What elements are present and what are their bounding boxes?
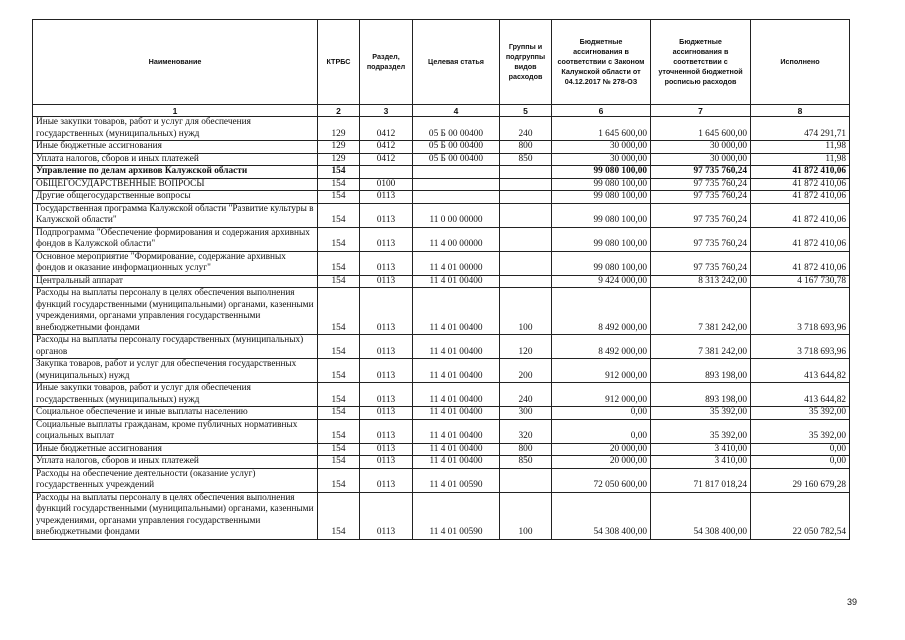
cell-name: Другие общегосударственные вопросы <box>33 191 318 204</box>
table-row <box>33 227 850 251</box>
cell-executed-amount: 35 392,00 <box>751 419 850 443</box>
cell-section: 0412 <box>360 141 413 154</box>
cell-group <box>500 178 552 191</box>
cell-law-amount: 54 308 400,00 <box>552 492 651 539</box>
cell-name: Расходы на выплаты персоналу в целях обеспечения выполнения функций государственными (муниципальными) органами, казенными учреждениями, органами управления государственными внебюджетными фондами <box>33 288 318 335</box>
cell-law-amount: 20 000,00 <box>552 456 651 469</box>
cell-revised-amount: 8 313 242,00 <box>651 275 751 288</box>
cell-group: 100 <box>500 492 552 539</box>
cell-executed-amount: 3 718 693,96 <box>751 335 850 359</box>
cell-target: 11 4 01 00000 <box>413 251 500 275</box>
header-row <box>33 20 850 105</box>
cell-section: 0113 <box>360 191 413 204</box>
cell-law-amount: 30 000,00 <box>552 153 651 166</box>
column-number-row <box>33 105 850 117</box>
header-name: Наименование <box>33 20 318 105</box>
header-group: Группы и подгруппы видов расходов <box>500 20 552 105</box>
cell-name: Иные закупки товаров, работ и услуг для обеспечения государственных (муниципальных) нужд <box>33 383 318 407</box>
cell-group <box>500 166 552 179</box>
table-row <box>33 492 850 539</box>
cell-target: 05 Б 00 00400 <box>413 141 500 154</box>
cell-ktrbs: 154 <box>318 288 360 335</box>
cell-law-amount: 99 080 100,00 <box>552 227 651 251</box>
cell-executed-amount: 41 872 410,06 <box>751 227 850 251</box>
cell-target: 11 4 01 00400 <box>413 359 500 383</box>
cell-section: 0113 <box>360 335 413 359</box>
cell-ktrbs: 129 <box>318 153 360 166</box>
cell-section: 0113 <box>360 383 413 407</box>
cell-revised-amount: 97 735 760,24 <box>651 251 751 275</box>
cell-revised-amount: 30 000,00 <box>651 141 751 154</box>
cell-group: 240 <box>500 117 552 141</box>
table-row <box>33 275 850 288</box>
cell-revised-amount: 3 410,00 <box>651 443 751 456</box>
column-number: 6 <box>552 105 651 117</box>
cell-revised-amount: 35 392,00 <box>651 407 751 420</box>
cell-group <box>500 468 552 492</box>
cell-target: 05 Б 00 00400 <box>413 117 500 141</box>
cell-executed-amount: 35 392,00 <box>751 407 850 420</box>
cell-group <box>500 191 552 204</box>
cell-executed-amount: 41 872 410,06 <box>751 251 850 275</box>
cell-name: Расходы на выплаты персоналу в целях обеспечения выполнения функций государственными (муниципальными) органами, казенными учреждениями, органами управления государственными внебюджетными фондами <box>33 492 318 539</box>
budget-table <box>32 19 850 540</box>
cell-section: 0113 <box>360 203 413 227</box>
cell-ktrbs: 154 <box>318 275 360 288</box>
cell-group: 850 <box>500 153 552 166</box>
table-row <box>33 203 850 227</box>
cell-revised-amount: 97 735 760,24 <box>651 166 751 179</box>
cell-target <box>413 166 500 179</box>
header-target: Целевая статья <box>413 20 500 105</box>
column-number: 8 <box>751 105 850 117</box>
cell-group: 850 <box>500 456 552 469</box>
cell-target: 11 4 01 00400 <box>413 335 500 359</box>
cell-section: 0113 <box>360 407 413 420</box>
cell-section: 0113 <box>360 359 413 383</box>
cell-target: 11 4 01 00400 <box>413 383 500 407</box>
table-row <box>33 191 850 204</box>
cell-revised-amount: 97 735 760,24 <box>651 227 751 251</box>
cell-section: 0113 <box>360 419 413 443</box>
table-row <box>33 166 850 179</box>
table-body <box>33 117 850 540</box>
table-row <box>33 153 850 166</box>
cell-revised-amount: 97 735 760,24 <box>651 203 751 227</box>
cell-section: 0113 <box>360 443 413 456</box>
cell-group <box>500 251 552 275</box>
table-row <box>33 419 850 443</box>
cell-revised-amount: 97 735 760,24 <box>651 178 751 191</box>
cell-revised-amount: 893 198,00 <box>651 383 751 407</box>
cell-executed-amount: 41 872 410,06 <box>751 178 850 191</box>
cell-target <box>413 191 500 204</box>
cell-target: 11 4 01 00400 <box>413 443 500 456</box>
table-row <box>33 456 850 469</box>
cell-target: 11 4 01 00400 <box>413 419 500 443</box>
cell-ktrbs: 154 <box>318 359 360 383</box>
cell-ktrbs: 154 <box>318 492 360 539</box>
cell-group: 200 <box>500 359 552 383</box>
cell-executed-amount: 3 718 693,96 <box>751 288 850 335</box>
cell-ktrbs: 154 <box>318 191 360 204</box>
page-number: 39 <box>847 597 858 607</box>
cell-section: 0113 <box>360 275 413 288</box>
cell-ktrbs: 154 <box>318 166 360 179</box>
cell-law-amount: 0,00 <box>552 419 651 443</box>
cell-executed-amount: 4 167 730,78 <box>751 275 850 288</box>
table-row <box>33 407 850 420</box>
table-row <box>33 443 850 456</box>
cell-section: 0113 <box>360 468 413 492</box>
cell-name: ОБЩЕГОСУДАРСТВЕННЫЕ ВОПРОСЫ <box>33 178 318 191</box>
cell-executed-amount: 41 872 410,06 <box>751 203 850 227</box>
cell-target: 11 4 01 00590 <box>413 492 500 539</box>
header-executed: Исполнено <box>751 20 850 105</box>
column-number: 2 <box>318 105 360 117</box>
cell-target: 11 0 00 00000 <box>413 203 500 227</box>
table-row <box>33 288 850 335</box>
cell-group <box>500 275 552 288</box>
cell-law-amount: 8 492 000,00 <box>552 288 651 335</box>
cell-name: Закупка товаров, работ и услуг для обеспечения государственных (муниципальных) нужд <box>33 359 318 383</box>
cell-name: Социальное обеспечение и иные выплаты населению <box>33 407 318 420</box>
cell-revised-amount: 7 381 242,00 <box>651 288 751 335</box>
cell-executed-amount: 11,98 <box>751 141 850 154</box>
cell-name: Социальные выплаты гражданам, кроме публичных нормативных социальных выплат <box>33 419 318 443</box>
cell-executed-amount: 29 160 679,28 <box>751 468 850 492</box>
cell-target: 11 4 01 00400 <box>413 288 500 335</box>
table-row <box>33 468 850 492</box>
cell-target: 11 4 01 00590 <box>413 468 500 492</box>
cell-executed-amount: 0,00 <box>751 456 850 469</box>
cell-law-amount: 99 080 100,00 <box>552 178 651 191</box>
cell-revised-amount: 54 308 400,00 <box>651 492 751 539</box>
table-row <box>33 383 850 407</box>
cell-law-amount: 0,00 <box>552 407 651 420</box>
cell-group: 800 <box>500 141 552 154</box>
cell-ktrbs: 129 <box>318 117 360 141</box>
cell-ktrbs: 154 <box>318 383 360 407</box>
cell-ktrbs: 154 <box>318 178 360 191</box>
cell-name: Управление по делам архивов Калужской области <box>33 166 318 179</box>
cell-revised-amount: 3 410,00 <box>651 456 751 469</box>
cell-group <box>500 203 552 227</box>
cell-section: 0113 <box>360 288 413 335</box>
cell-executed-amount: 413 644,82 <box>751 359 850 383</box>
cell-ktrbs: 154 <box>318 203 360 227</box>
cell-ktrbs: 154 <box>318 419 360 443</box>
table-row <box>33 117 850 141</box>
cell-name: Центральный аппарат <box>33 275 318 288</box>
header-revised: Бюджетные ассигнования в соответствии с уточненной бюджетной росписью расходов <box>651 20 751 105</box>
cell-executed-amount: 41 872 410,06 <box>751 191 850 204</box>
cell-law-amount: 912 000,00 <box>552 359 651 383</box>
cell-ktrbs: 154 <box>318 468 360 492</box>
cell-name: Расходы на выплаты персоналу государственных (муниципальных) органов <box>33 335 318 359</box>
budget-report-sheet <box>32 19 850 540</box>
cell-law-amount: 99 080 100,00 <box>552 191 651 204</box>
cell-name: Основное мероприятие "Формирование, содержание архивных фондов и оказание информационных услуг" <box>33 251 318 275</box>
cell-target: 11 4 01 00400 <box>413 275 500 288</box>
cell-section: 0412 <box>360 153 413 166</box>
cell-law-amount: 99 080 100,00 <box>552 251 651 275</box>
table-row <box>33 141 850 154</box>
cell-section: 0113 <box>360 251 413 275</box>
table-row <box>33 178 850 191</box>
cell-target: 05 Б 00 00400 <box>413 153 500 166</box>
header-ktrbs: КТРБС <box>318 20 360 105</box>
cell-law-amount: 30 000,00 <box>552 141 651 154</box>
cell-ktrbs: 129 <box>318 141 360 154</box>
column-number: 7 <box>651 105 751 117</box>
column-number: 3 <box>360 105 413 117</box>
column-number: 4 <box>413 105 500 117</box>
cell-target <box>413 178 500 191</box>
cell-ktrbs: 154 <box>318 335 360 359</box>
cell-revised-amount: 893 198,00 <box>651 359 751 383</box>
table-row <box>33 335 850 359</box>
cell-executed-amount: 413 644,82 <box>751 383 850 407</box>
cell-revised-amount: 35 392,00 <box>651 419 751 443</box>
cell-name: Расходы на обеспечение деятельности (оказание услуг) государственных учреждений <box>33 468 318 492</box>
cell-revised-amount: 30 000,00 <box>651 153 751 166</box>
cell-law-amount: 99 080 100,00 <box>552 203 651 227</box>
cell-ktrbs: 154 <box>318 456 360 469</box>
cell-law-amount: 912 000,00 <box>552 383 651 407</box>
cell-target: 11 4 00 00000 <box>413 227 500 251</box>
cell-law-amount: 99 080 100,00 <box>552 166 651 179</box>
cell-law-amount: 9 424 000,00 <box>552 275 651 288</box>
cell-group: 120 <box>500 335 552 359</box>
cell-section <box>360 166 413 179</box>
cell-name: Иные бюджетные ассигнования <box>33 141 318 154</box>
cell-revised-amount: 1 645 600,00 <box>651 117 751 141</box>
cell-group: 320 <box>500 419 552 443</box>
cell-section: 0100 <box>360 178 413 191</box>
cell-ktrbs: 154 <box>318 443 360 456</box>
column-number: 1 <box>33 105 318 117</box>
cell-section: 0113 <box>360 492 413 539</box>
table-row <box>33 359 850 383</box>
cell-executed-amount: 0,00 <box>751 443 850 456</box>
cell-name: Подпрограмма "Обеспечение формирования и содержания архивных фондов в Калужской области" <box>33 227 318 251</box>
cell-law-amount: 72 050 600,00 <box>552 468 651 492</box>
cell-section: 0412 <box>360 117 413 141</box>
cell-target: 11 4 01 00400 <box>413 456 500 469</box>
cell-name: Государственная программа Калужской области "Развитие культуры в Калужской области" <box>33 203 318 227</box>
cell-group: 800 <box>500 443 552 456</box>
cell-ktrbs: 154 <box>318 227 360 251</box>
cell-name: Иные закупки товаров, работ и услуг для обеспечения государственных (муниципальных) нужд <box>33 117 318 141</box>
cell-group: 100 <box>500 288 552 335</box>
cell-law-amount: 20 000,00 <box>552 443 651 456</box>
cell-group: 240 <box>500 383 552 407</box>
cell-ktrbs: 154 <box>318 407 360 420</box>
cell-section: 0113 <box>360 227 413 251</box>
cell-name: Иные бюджетные ассигнования <box>33 443 318 456</box>
cell-name: Уплата налогов, сборов и иных платежей <box>33 153 318 166</box>
header-law: Бюджетные ассигнования в соответствии с Законом Калужской области от 04.12.2017 № 278-ОЗ <box>552 20 651 105</box>
cell-revised-amount: 71 817 018,24 <box>651 468 751 492</box>
cell-ktrbs: 154 <box>318 251 360 275</box>
cell-executed-amount: 22 050 782,54 <box>751 492 850 539</box>
cell-executed-amount: 474 291,71 <box>751 117 850 141</box>
column-number: 5 <box>500 105 552 117</box>
cell-law-amount: 8 492 000,00 <box>552 335 651 359</box>
cell-group <box>500 227 552 251</box>
cell-section: 0113 <box>360 456 413 469</box>
table-row <box>33 251 850 275</box>
cell-revised-amount: 7 381 242,00 <box>651 335 751 359</box>
cell-executed-amount: 41 872 410,06 <box>751 166 850 179</box>
cell-name: Уплата налогов, сборов и иных платежей <box>33 456 318 469</box>
cell-law-amount: 1 645 600,00 <box>552 117 651 141</box>
cell-executed-amount: 11,98 <box>751 153 850 166</box>
header-section: Раздел, подраздел <box>360 20 413 105</box>
cell-revised-amount: 97 735 760,24 <box>651 191 751 204</box>
cell-target: 11 4 01 00400 <box>413 407 500 420</box>
cell-group: 300 <box>500 407 552 420</box>
